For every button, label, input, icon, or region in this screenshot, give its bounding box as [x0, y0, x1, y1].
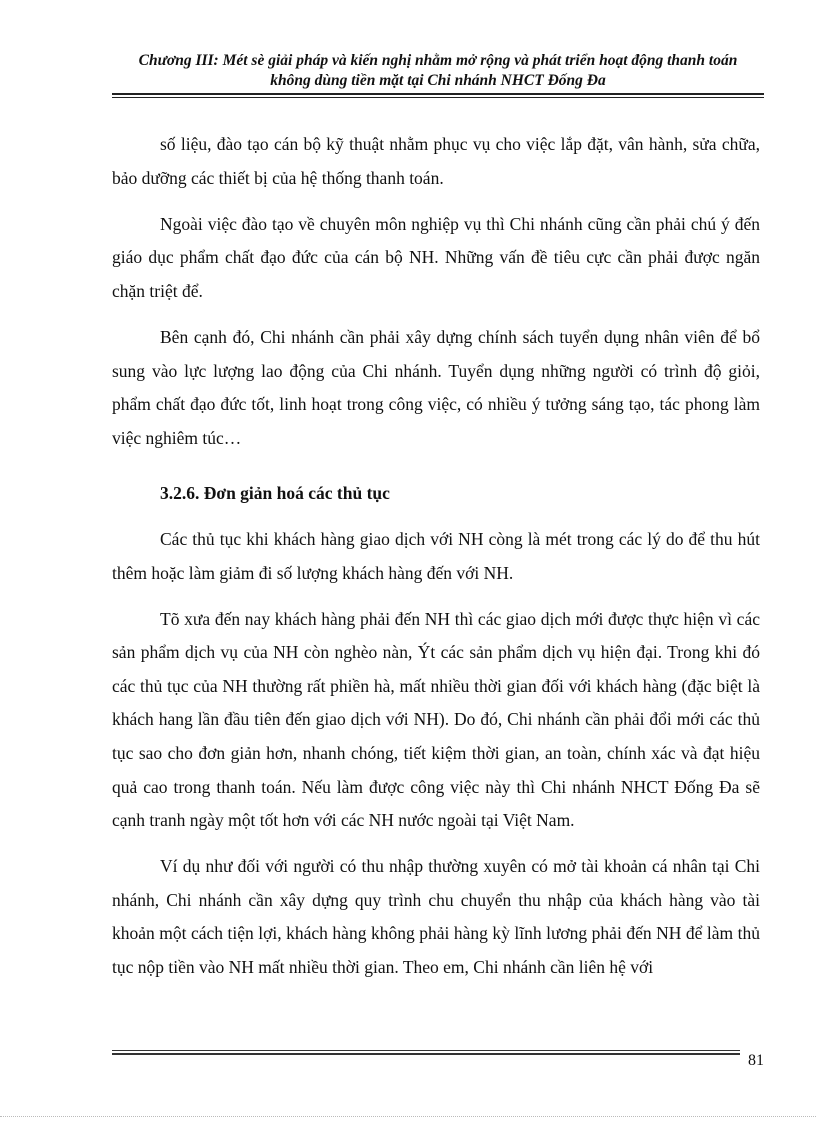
header-divider: [112, 93, 764, 98]
paragraph-1: số liệu, đào tạo cán bộ kỹ thuật nhằm phục vụ cho việc lắp đặt, vân hành, sửa chữa, bảo dưỡng các thiết bị của hệ thống thanh toán.: [112, 134, 760, 188]
page-number: 81: [748, 1052, 764, 1069]
header-line-1: Chương III: Mét sè giải pháp và kiến nghị nhằm mở rộng và phát triển hoạt động thanh toán: [138, 52, 738, 69]
section-paragraph-1: Các thủ tục khi khách hàng giao dịch với NH còng là mét trong các lý do để thu hút thêm hoặc làm giảm đi số lượng khách hàng đến với NH.: [112, 528, 760, 583]
header-line-2: không dùng tiền mặt tại Chi nhánh NHCT Đống Đa: [270, 72, 606, 89]
paragraph-2: Ngoài việc đào tạo về chuyên môn nghiệp vụ thì Chi nhánh cũng cần phải chú ý đến giáo dục phẩm chất đạo đức của cán bộ NH. Những vấn đề tiêu cực cần phải được ngăn chặn triệt để.: [112, 213, 760, 301]
section-heading: 3.2.6. Đơn giản hoá các thủ tục: [160, 483, 390, 504]
footer-divider: [112, 1050, 740, 1055]
page-body: [112, 128, 760, 997]
running-header: [112, 51, 764, 91]
section-paragraph-3: Ví dụ như đối với người có thu nhập thường xuyên có mở tài khoản cá nhân tại Chi nhánh, Chi nhánh cần xây dựng quy trình chu chuyển thu nhập của khách hàng vào tài khoản một cách tiện lợi, khách hàng không phải hàng kỳ lĩnh lương phải đến NH để làm thủ tục nộp tiền vào NH mất nhiều thời gian. Theo em, Chi nhánh cần liên hệ với: [112, 856, 760, 978]
section-paragraph-2: Tõ xưa đến nay khách hàng phải đến NH thì các giao dịch mới được thực hiện vì các sản phẩm dịch vụ của NH còn nghèo nàn, Ýt các sản phẩm dịch vụ hiện đại. Trong khi đó các thủ tục của NH thường rất phiền hà, mất nhiều thời gian đối với khách hàng (đặc biệt là khách hang lần đầu tiên đến giao dịch với NH). Do đó, Chi nhánh cần phải đổi mới các thủ tục sao cho đơn giản hơn, nhanh chóng, tiết kiệm thời gian, an toàn, chính xác và đạt hiệu quả cao trong thanh toán. Nếu làm được công việc này thì Chi nhánh NHCT Đống Đa sẽ cạnh tranh ngày một tốt hơn với các NH nước ngoài tại Việt Nam.: [112, 608, 760, 831]
paragraph-3: Bên cạnh đó, Chi nhánh cần phải xây dựng chính sách tuyển dụng nhân viên để bổ sung vào lực lượng lao động của Chi nhánh. Tuyển dụng những người có trình độ giỏi, phẩm chất đạo đức tốt, linh hoạt trong công việc, có nhiều ý tưởng sáng tạo, tác phong làm việc nghiêm túc…: [112, 326, 760, 448]
page-bottom-border: [0, 1116, 816, 1117]
